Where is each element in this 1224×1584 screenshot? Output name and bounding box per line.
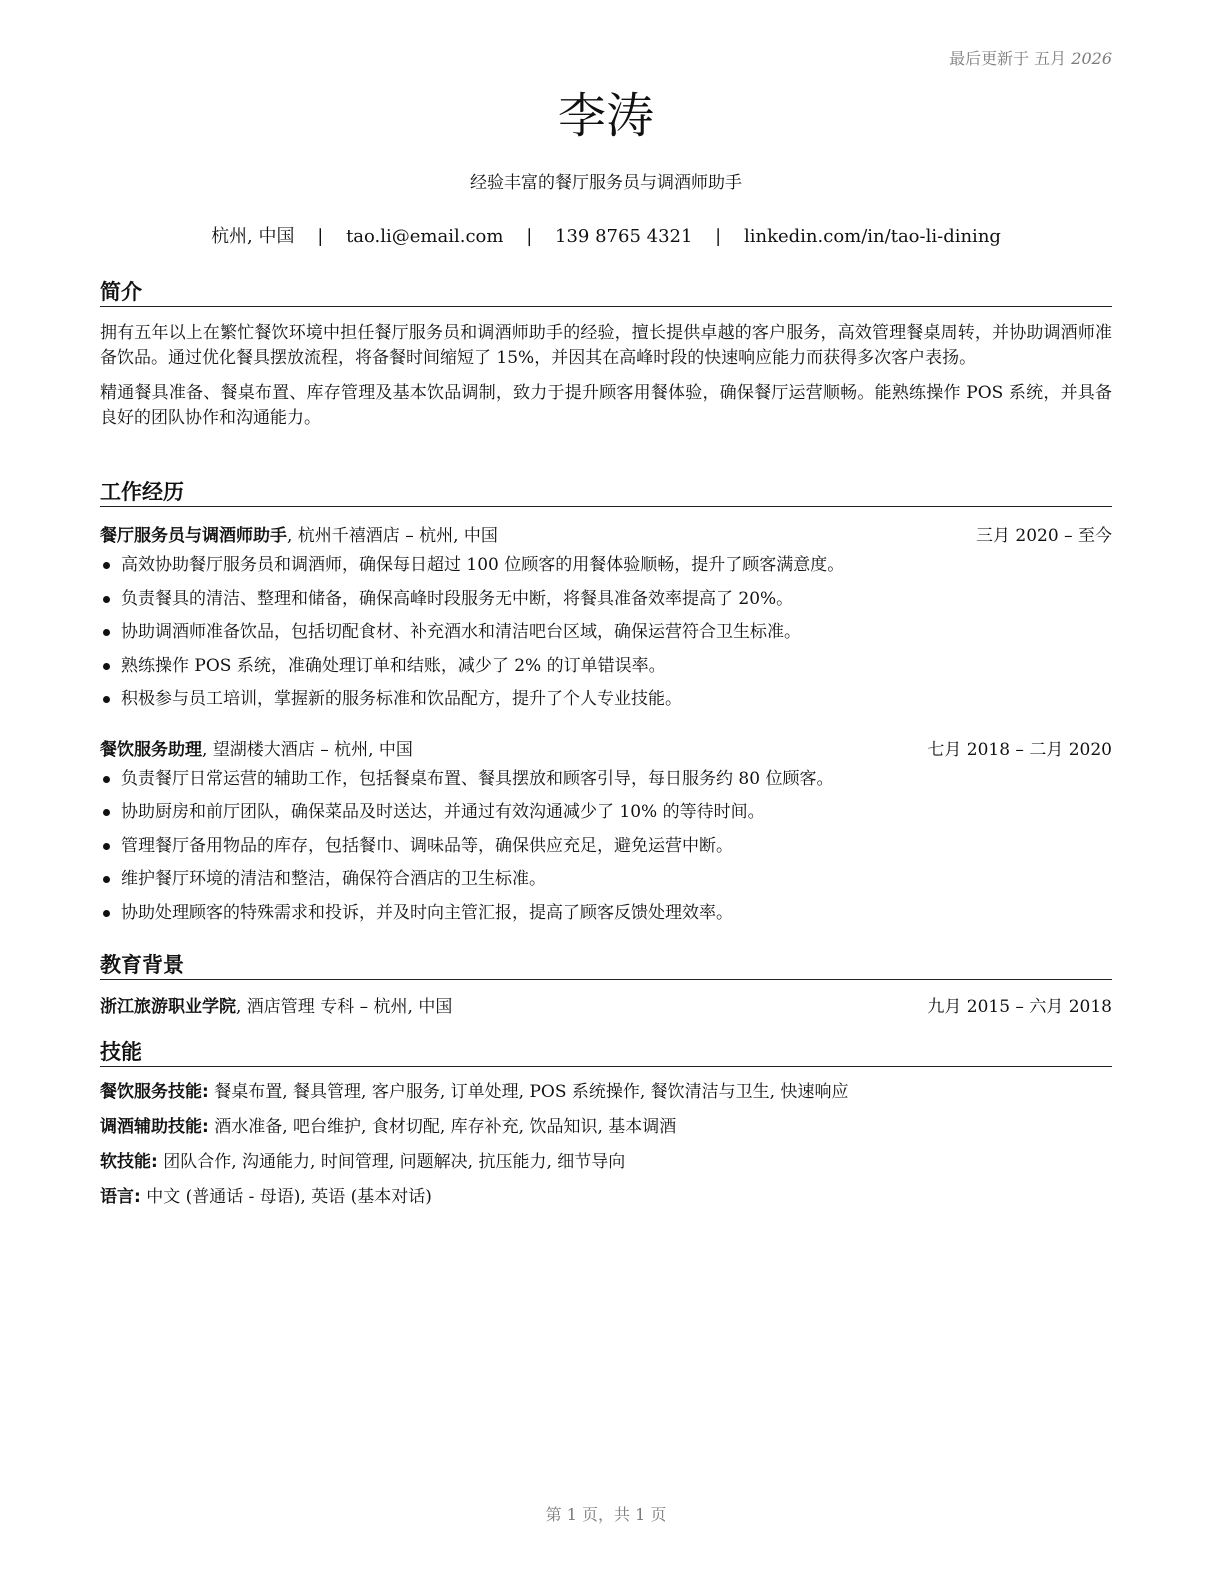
bullet-text: 负责餐具的清洁、整理和储备，确保高峰时段服务无中断，将餐具准备效率提高了 20%。	[121, 588, 794, 609]
job-header	[100, 524, 1112, 548]
summary-paragraph: 拥有五年以上在繁忙餐饮环境中担任餐厅服务员和调酒师助手的经验，擅长提供卓越的客户服务，高效管理餐桌周转，并协助调酒师准备饮品。通过优化餐具摆放流程，将备餐时间缩短了 15%，并因其在高峰时段的快速响应能力而获得多次客户表扬。	[100, 323, 1112, 368]
contact-email[interactable]: tao.li@email.com	[346, 226, 504, 247]
bullet-text: 熟练操作 POS 系统，准确处理订单和结账，减少了 2% 的订单错误率。	[121, 655, 666, 676]
skill-value: 中文 (普通话 - 母语), 英语 (基本对话)	[140, 1187, 432, 1207]
skill-value: 团队合作, 沟通能力, 时间管理, 问题解决, 抗压能力, 细节导向	[157, 1152, 626, 1172]
candidate-headline: 经验丰富的餐厅服务员与调酒师助手	[470, 173, 742, 193]
bullet-text: 高效协助餐厅服务员和调酒师，确保每日超过 100 位顾客的用餐体验顺畅，提升了顾客满意度。	[121, 555, 845, 575]
bullet-text: 积极参与员工培训，掌握新的服务标准和饮品配方，提升了个人专业技能。	[121, 689, 682, 709]
bullet-dot	[103, 663, 110, 670]
bullet-dot	[103, 910, 110, 917]
job-role: 餐饮服务助理	[100, 739, 202, 760]
skill-label: 语言:	[100, 1187, 141, 1207]
bullet-text: 负责餐厅日常运营的辅助工作，包括餐桌布置、餐具摆放和顾客引导，每日服务约 80 位顾客。	[121, 768, 834, 789]
skill-row	[100, 1145, 1112, 1180]
bullet-text: 管理餐厅备用物品的库存，包括餐巾、调味品等，确保供应充足，避免运营中断。	[121, 835, 733, 856]
education-section	[100, 951, 1112, 1019]
bullet-dot	[103, 596, 110, 603]
contact-separator: |	[526, 226, 533, 247]
list-item	[100, 583, 1112, 617]
experience-section	[100, 478, 1112, 930]
education-dates: 九月 2015 – 六月 2018	[927, 997, 1112, 1017]
section-title-experience: 工作经历	[100, 478, 1112, 507]
last-updated-label: 最后更新于 五月	[949, 49, 1067, 68]
skills-section	[100, 1038, 1112, 1215]
bullet-dot	[103, 696, 110, 703]
bullet-dot	[103, 629, 110, 636]
contact-separator: |	[317, 226, 324, 247]
list-item	[100, 683, 1112, 717]
contact-location: 杭州, 中国	[211, 226, 295, 247]
list-item	[100, 763, 1112, 797]
skill-row	[100, 1075, 1112, 1110]
list-item	[100, 549, 1112, 583]
skill-value: 酒水准备, 吧台维护, 食材切配, 库存补充, 饮品知识, 基本调酒	[208, 1117, 677, 1137]
last-updated-year: 2026	[1071, 49, 1112, 68]
section-title-education: 教育背景	[100, 951, 1112, 980]
contact-separator: |	[715, 226, 722, 247]
section-title-skills: 技能	[100, 1038, 1112, 1067]
bullet-text: 维护餐厅环境的清洁和整洁，确保符合酒店的卫生标准。	[121, 869, 546, 889]
skill-label: 软技能:	[100, 1152, 158, 1172]
list-item	[100, 650, 1112, 684]
job-header	[100, 738, 1112, 762]
bullet-text: 协助调酒师准备饮品，包括切配食材、补充酒水和清洁吧台区域，确保运营符合卫生标准。	[121, 622, 801, 642]
job-org-location: , 杭州千禧酒店 – 杭州, 中国	[287, 526, 498, 546]
list-item	[100, 796, 1112, 830]
education-details: , 酒店管理 专科 – 杭州, 中国	[236, 997, 453, 1017]
bullet-text: 协助处理顾客的特殊需求和投诉，并及时向主管汇报，提高了顾客反馈处理效率。	[121, 902, 733, 923]
skill-label: 调酒辅助技能:	[100, 1117, 209, 1137]
resume-page	[100, 0, 1112, 1584]
bullet-dot	[103, 843, 110, 850]
contact-line	[100, 225, 1112, 249]
education-entry	[100, 995, 1112, 1019]
job-entry	[100, 524, 1112, 717]
job-entry	[100, 738, 1112, 931]
bullet-dot	[103, 562, 110, 569]
education-school: 浙江旅游职业学院	[100, 997, 236, 1017]
bullet-text: 协助厨房和前厅团队，确保菜品及时送达，并通过有效沟通减少了 10% 的等待时间。	[121, 802, 765, 822]
skill-label: 餐饮服务技能:	[100, 1082, 209, 1102]
list-item	[100, 830, 1112, 864]
summary-section	[100, 278, 1112, 431]
page-indicator: 第 1 页，共 1 页	[545, 1505, 667, 1524]
list-item	[100, 616, 1112, 650]
job-dates: 三月 2020 – 至今	[976, 526, 1112, 546]
skill-row	[100, 1180, 1112, 1215]
job-bullets	[100, 763, 1112, 931]
skills-list	[100, 1075, 1112, 1215]
last-updated	[949, 46, 1112, 69]
summary-paragraph: 精通餐具准备、餐桌布置、库存管理及基本饮品调制，致力于提升顾客用餐体验，确保餐厅运营顺畅。能熟练操作 POS 系统，并具备良好的团队协作和沟通能力。	[100, 383, 1112, 428]
list-item	[100, 897, 1112, 931]
job-role: 餐厅服务员与调酒师助手	[100, 526, 287, 546]
job-org-location: , 望湖楼大酒店 – 杭州, 中国	[202, 739, 413, 760]
job-bullets	[100, 549, 1112, 717]
bullet-dot	[103, 809, 110, 816]
skill-value: 餐桌布置, 餐具管理, 客户服务, 订单处理, POS 系统操作, 餐饮清洁与卫生, 快速响应	[208, 1082, 849, 1102]
list-item	[100, 863, 1112, 897]
section-title-summary: 简介	[100, 278, 1112, 307]
skill-row	[100, 1110, 1112, 1145]
candidate-name: 李涛	[557, 88, 654, 144]
bullet-dot	[103, 776, 110, 783]
bullet-dot	[103, 876, 110, 883]
contact-phone[interactable]: 139 8765 4321	[555, 226, 693, 247]
job-dates: 七月 2018 – 二月 2020	[927, 739, 1112, 760]
contact-linkedin[interactable]: linkedin.com/in/tao-li-dining	[743, 226, 1001, 247]
